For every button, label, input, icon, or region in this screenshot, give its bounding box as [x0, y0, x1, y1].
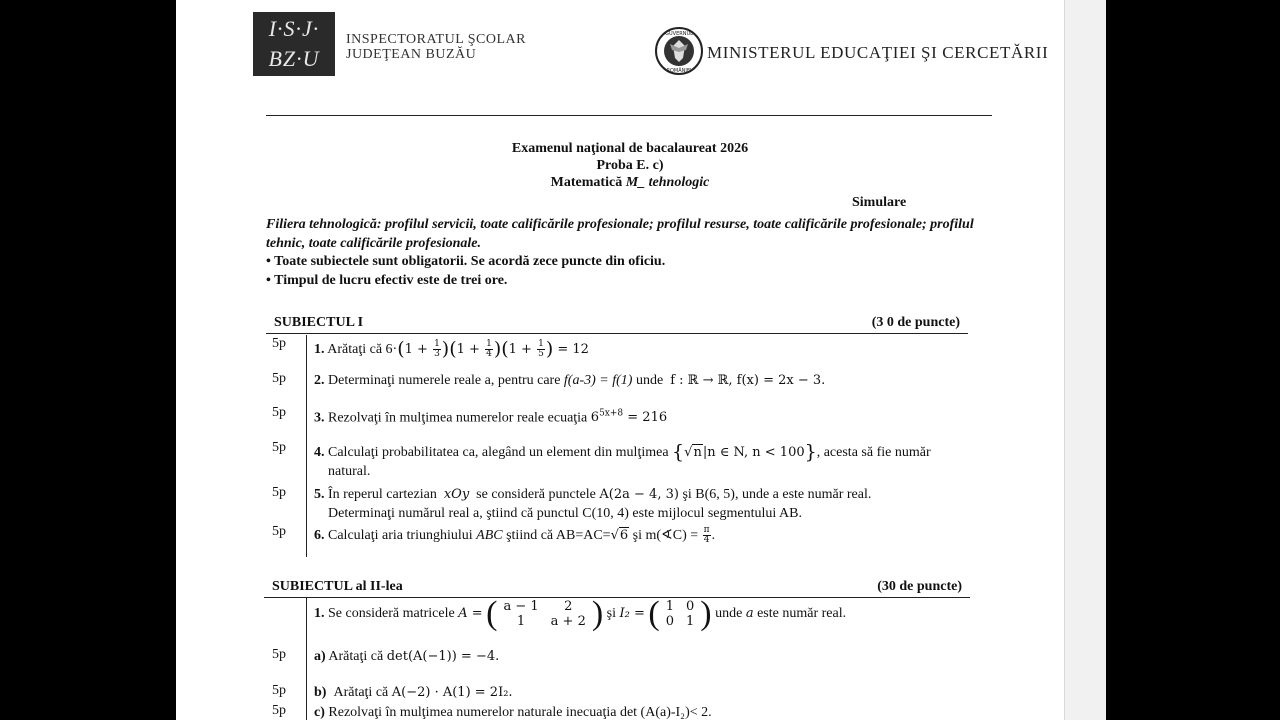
- item-a-points: 5p: [272, 647, 286, 662]
- matrix-a: ( a − 1 2 1 a + 2 ): [486, 595, 604, 632]
- subiectul-1-divider: [306, 335, 307, 557]
- subiectul-2-divider: [306, 598, 307, 720]
- seal-bottom-text: ROMÂNIEI: [666, 68, 692, 74]
- subiectul-2-header: [264, 579, 970, 598]
- isj-logo-line1: I·S·J·: [268, 16, 320, 41]
- item-a: a) Arătaţi că det(A(−1)) = −4.: [314, 649, 500, 664]
- item-b: b) Arătaţi că A(−2) · A(1) = 2I₂.: [314, 685, 513, 700]
- problem-2-points: 5p: [272, 371, 286, 386]
- problem-3-points: 5p: [272, 405, 286, 420]
- subiectul-1-points: (3 0 de puncte): [871, 315, 960, 330]
- exam-subject: Matematică M_ tehnologic: [550, 175, 710, 190]
- subiectul-1-title: SUBIECTUL I: [274, 315, 364, 330]
- problem-2-1-intro: 1. Se consideră matricele A = ( a − 1 2 1 a + 2 ) şi I₂ = ( 1 0 0 1 ) unde a este număr real.: [314, 595, 847, 632]
- problem-3: 3. Rezolvaţi în mulţimea numerelor reale ecuaţia $6^{5x+8} = 216$: [314, 409, 668, 426]
- rule-time: • Timpul de lucru efectiv este de trei ore.: [266, 273, 508, 288]
- problem-1-points: 5p: [272, 336, 286, 351]
- item-b-points: 5p: [272, 683, 286, 698]
- problem-6-points: 5p: [272, 524, 286, 539]
- problem-1: 1. Arătaţi că 6·(1 + $\frac{1}{3}$ )(1 + $\frac{1}{4}$ )(1 + $\frac{1}{5}$ ) = 12: [314, 338, 589, 360]
- inspectorat-name: INSPECTORATUL ŞCOLAR JUDEŢEAN BUZĂU: [346, 32, 526, 62]
- problem-5-points: 5p: [272, 485, 286, 500]
- item-c-points: 5p: [272, 703, 286, 718]
- item-c: c) Rezolvaţi în mulţimea numerelor naturale inecuaţia det (A(a)-I₂)< 2.: [314, 705, 712, 720]
- isj-logo: [253, 12, 335, 76]
- filiera-text: Filiera tehnologică: profilul servicii, toate calificările profesionale; profilul resurse, toate calificările profesionale; profilul tehnic, toate calificările profesionale.: [266, 217, 974, 251]
- simulare-label: Simulare: [852, 195, 907, 210]
- scrollbar-track[interactable]: [1064, 0, 1106, 720]
- subiectul-2-points: (30 de puncte): [877, 579, 962, 594]
- problem-2: 2. Determinaţi numerele reale a, pentru care f(a-3) = f(1) unde f : ℝ → ℝ, f(x) = 2x − 3.: [314, 373, 826, 388]
- matrix-i2: ( 1 0 0 1 ): [648, 595, 712, 632]
- problem-6: 6. Calculaţi aria triunghiului ABC ştiind că AB=AC=√6 şi m(∢C) = $\frac{\pi}{4}$ .: [314, 525, 716, 546]
- rule-mandatory: • Toate subiectele sunt obligatorii. Se acordă zece puncte din oficiu.: [266, 254, 666, 269]
- problem-4: 4. Calculaţi probabilitatea ca, alegând un element din mulţimea {√n|n ∈ N, n < 100}, acesta să fie număr natural.: [314, 441, 931, 479]
- ministry-name: MINISTERUL EDUCAŢIEI ŞI CERCETĂRII: [707, 43, 1049, 62]
- exam-title: Examenul naţional de bacalaureat 2026: [511, 141, 749, 156]
- subiectul-2-title: SUBIECTUL al II-lea: [272, 579, 403, 594]
- problem-4-points: 5p: [272, 440, 286, 455]
- problem-5: 5. În reperul cartezian xOy se consideră punctele A(2a − 4, 3) şi B(6, 5), unde a este număr real. Determinaţi numărul real a, ştiind că punctul C(10, 4) este mijlocul segmentului AB.: [314, 487, 872, 521]
- seal-top-text: GUVERNUL: [665, 31, 693, 37]
- exam-proba: Proba E. c): [596, 158, 664, 173]
- header-divider: [266, 115, 992, 116]
- ministry-seal-icon: [654, 26, 704, 76]
- subiectul-1-header: [266, 315, 968, 334]
- exam-page: [176, 0, 1064, 720]
- isj-logo-line2: BZ·U: [268, 46, 320, 71]
